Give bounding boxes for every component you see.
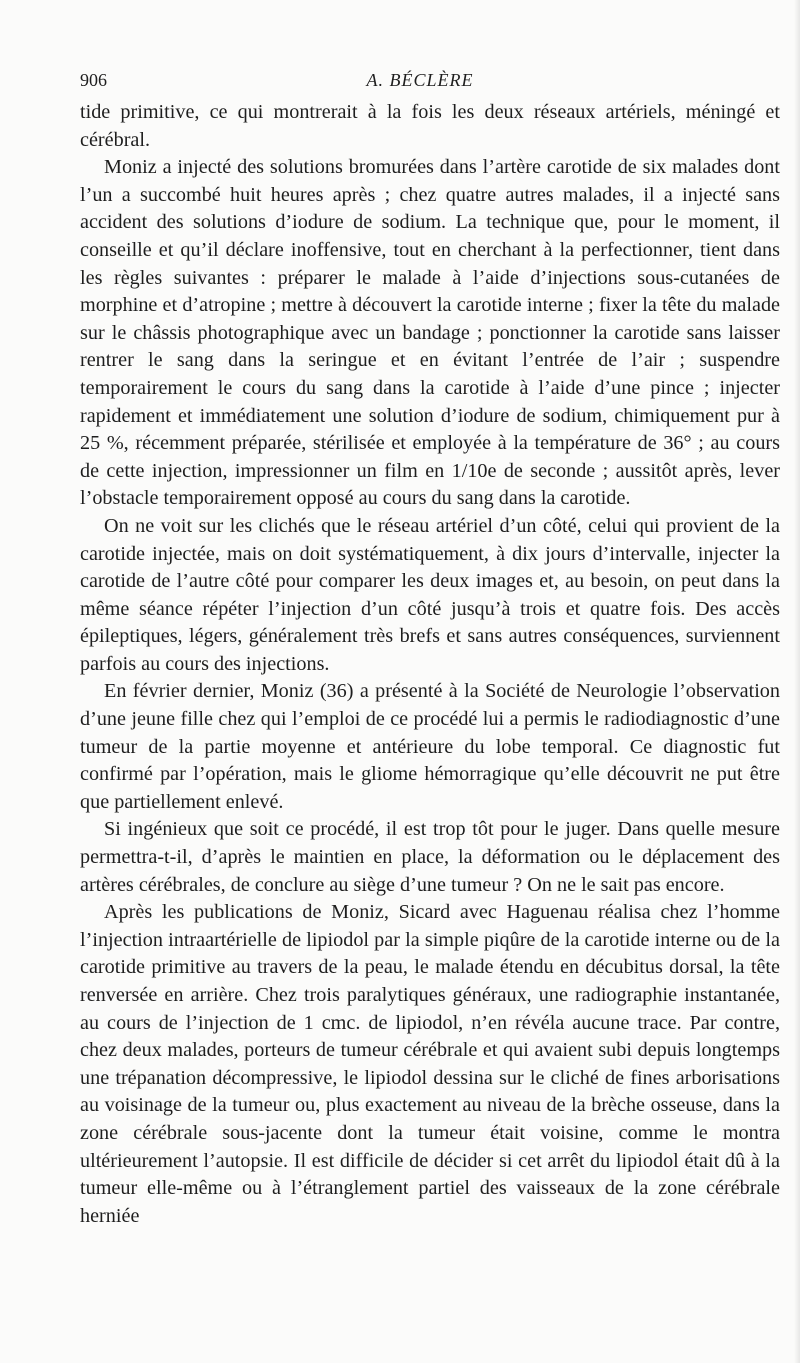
paragraph-sicard-haguenau: Après les publications de Moniz, Sicard avec Haguenau réalisa chez l’homme l’injection intraartérielle de lipiodol par la simple piqûre de la carotide interne ou de la carotide primitive au travers de la peau, le malade étendu en décubitus dorsal, la tête renversée en arrière. Chez trois paralytiques généraux, une radiographie instantanée, au cours de l’injection de 1 cmc. de lipiodol, n’en révéla aucune trace. Par contre, chez deux malades, porteurs de tumeur cérébrale et qui avaient subi depuis longtemps une trépanation décompressive, le lipiodol dessina sur le cliché de fines arborisations au voisinage de la tumeur ou, plus exactement au niveau de la brèche osseuse, dans la zone cérébrale sous-jacente dont la tumeur était voisine, comme le montra ultérieurement l’autopsie. Il est difficile de décider si cet arrêt du lipiodol était dû à la tumeur elle-même ou à l’étranglement partiel des vaisseaux de la zone cérébrale herniée [80, 901, 780, 1227]
paragraph-evaluation: Si ingénieux que soit ce procédé, il est trop tôt pour le juger. Dans quelle mesure permettra-t-il, d’après le maintien en place, la déformation ou le déplacement des artères cérébrales, de conclure au siège d’une tumeur ? On ne le sait pas encore. [80, 818, 780, 896]
page-number: 906 [80, 70, 107, 90]
paragraph-continued: tide primitive, ce qui montrerait à la fois les deux réseaux artériels, méningé et cérébral. [80, 101, 780, 151]
paragraph-moniz-technique: Moniz a injecté des solutions bromurées dans l’artère carotide de six malades dont l’un a succombé huit heures après ; chez quatre autres malades, il a injecté sans accident des solutions d’iodure de sodium. La technique que, pour le moment, il conseille et qu’il déclare inoffensive, tout en cherchant à la perfectionner, tient dans les règles suivantes : préparer le malade à l’aide d’injections sous-cutanées de morphine et d’atropine ; mettre à découvert la carotide interne ; fixer la tête du malade sur le châssis photographique avec un bandage ; ponctionner la carotide sans laisser rentrer le sang dans la seringue et en évitant l’entrée de l’air ; suspendre temporairement le cours du sang dans la carotide à l’aide d’une pince ; injecter rapidement et immédiatement une solution d’iodure de sodium, chimiquement pur à 25 %, récemment préparée, stérilisée et employée à la température de 36° ; au cours de cette injection, impressionner un film en 1/10e de seconde ; aussitôt après, lever l’obstacle temporairement opposé au cours du sang dans la carotide. [80, 156, 780, 510]
body-text [80, 99, 780, 1230]
page-header [80, 70, 760, 96]
page-edge-shadow [794, 0, 800, 1363]
running-title: A. BÉCLÈRE [366, 70, 474, 90]
paragraph-observation: En février dernier, Moniz (36) a présenté à la Société de Neurologie l’observation d’une jeune fille chez qui l’emploi de ce procédé lui a permis le radiodiagnostic d’une tumeur de la partie moyenne et antérieure du lobe temporal. Ce diagnostic fut confirmé par l’opération, mais le gliome hémorragique qu’elle découvrit ne put être que partiellement enlevé. [80, 680, 780, 813]
paragraph-cliches: On ne voit sur les clichés que le réseau artériel d’un côté, celui qui provient de la carotide injectée, mais on doit systématiquement, à dix jours d’intervalle, injecter la carotide de l’autre côté pour comparer les deux images et, au besoin, on peut dans la même séance répéter l’injection d’un côté jusqu’à trois et quatre fois. Des accès épileptiques, légers, généralement très brefs et sans autres conséquences, surviennent parfois au cours des injections. [80, 514, 780, 675]
